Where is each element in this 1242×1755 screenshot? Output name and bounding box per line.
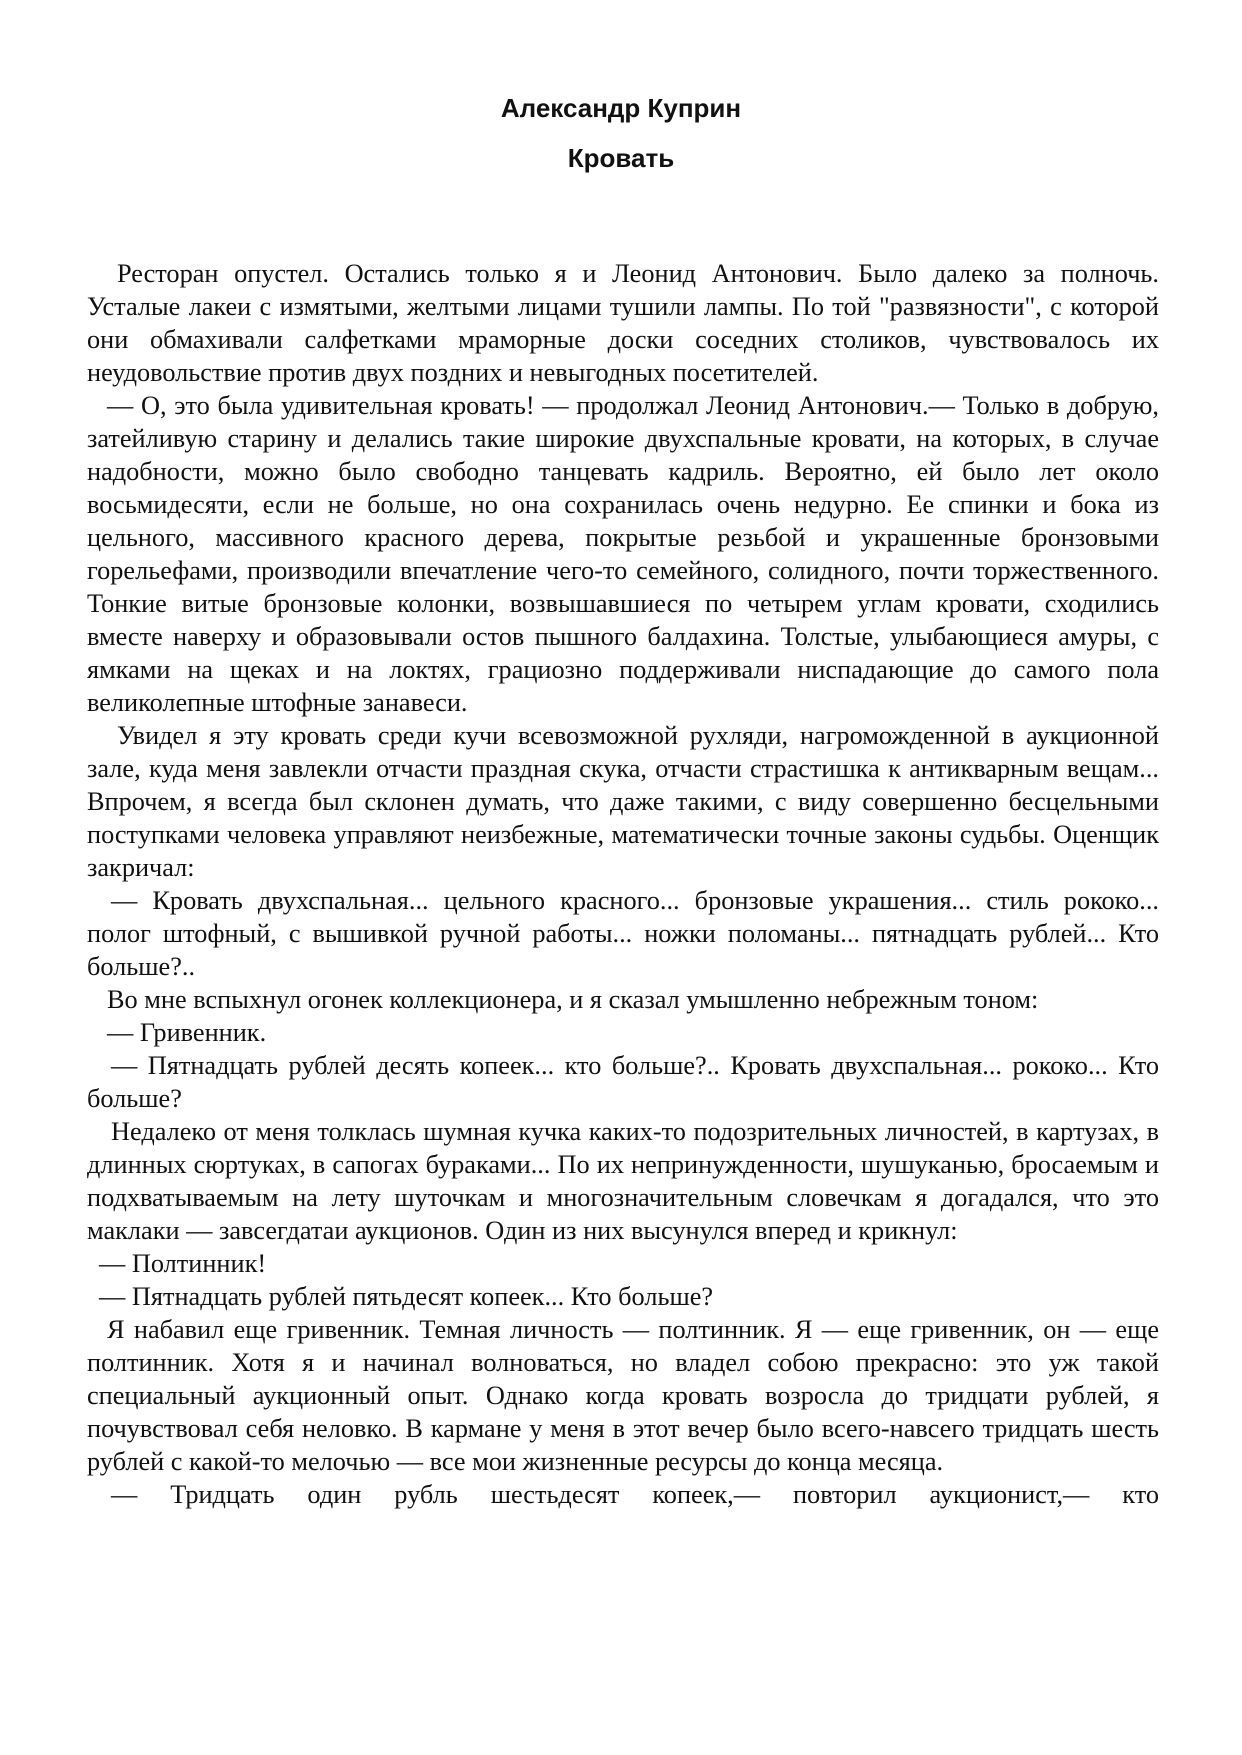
- paragraph: — Кровать двухспальная... цельного красного... бронзовые украшения... стиль рококо... полог штофный, с вышивкой ручной работы... ножки поломаны... пятнадцать рублей... Кто больше?..: [87, 886, 1159, 981]
- story-title: Кровать: [567, 143, 675, 173]
- paragraph: Увидел я эту кровать среди кучи всевозможной рухляди, нагроможденной в аукционной зале, куда меня завлекли отчасти праздная скука, отчасти страстишка к антикварным вещам... Впрочем, я всегда был склонен думать, что даже такими, с виду совершенно бесцельными поступками человека управляют неизбежные, математически точные законы судьбы. Оценщик закричал:: [87, 721, 1159, 882]
- paragraph: — О, это была удивительная кровать! — продолжал Леонид Антонович.— Только в добрую, затейливую старину и делались такие широкие двухспальные кровати, на которых, в случае надобности, можно было свободно танцевать кадриль. Вероятно, ей было лет около восьмидесяти, если не больше, но она сохранилась очень недурно. Ее спинки и бока из цельного, массивного красного дерева, покрытые резьбой и украшенные бронзовыми горельефами, производили впечатление чего-то семейного, солидного, почти торжественного. Тонкие витые бронзовые колонки, возвышавшиеся по четырем углам кровати, сходились вместе наверху и образовывали остов пышного балдахина. Толстые, улыбающиеся амуры, с ямками на щеках и на локтях, грациозно поддерживали ниспадающие до самого пола великолепные штофные занавеси.: [87, 391, 1159, 717]
- author-name: Александр Куприн: [500, 93, 742, 123]
- paragraph: — Пятнадцать рублей пятьдесят копеек... Кто больше?: [99, 1282, 714, 1311]
- paragraph: Недалеко от меня толклась шумная кучка каких-то подозрительных личностей, в картузах, в длинных сюртуках, в сапогах бураками... По их непринужденности, шушуканью, бросаемым и подхватываемым на лету шуточкам и многозначительным словечкам я догадался, что это маклаки — завсегдатаи аукционов. Один из них высунулся вперед и крикнул:: [87, 1117, 1159, 1245]
- paragraph: — Гривенник.: [107, 1018, 267, 1047]
- paragraph: Во мне вспыхнул огонек коллекционера, и я сказал умышленно небрежным тоном:: [107, 985, 1039, 1014]
- paragraph: — Тридцать один рубль шестьдесят копеек,— повторил аукционист,— кто: [111, 1480, 1159, 1509]
- paragraph: Я набавил еще гривенник. Темная личность — полтинник. Я — еще гривенник, он — еще полтинник. Хотя я и начинал волноваться, но владел собою прекрасно: это уж такой специальный аукционный опыт. Однако когда кровать возросла до тридцати рублей, я почувствовал себя неловко. В кармане у меня в этот вечер было всего-навсего тридцать шесть рублей с какой-то мелочью — все мои жизненные ресурсы до конца месяца.: [87, 1315, 1159, 1476]
- paragraph: Ресторан опустел. Остались только я и Леонид Антонович. Было далеко за полночь. Усталые лакеи с измятыми, желтыми лицами тушили лампы. По той "развязности", с которой они обмахивали салфетками мраморные доски соседних столиков, чувствовалось их неудовольствие против двух поздних и невыгодных посетителей.: [87, 259, 1159, 387]
- story-body: [87, 257, 1159, 1511]
- paragraph: — Пятнадцать рублей десять копеек... кто больше?.. Кровать двухспальная... рококо... Кто больше?: [87, 1051, 1159, 1113]
- paragraph: — Полтинник!: [99, 1249, 267, 1278]
